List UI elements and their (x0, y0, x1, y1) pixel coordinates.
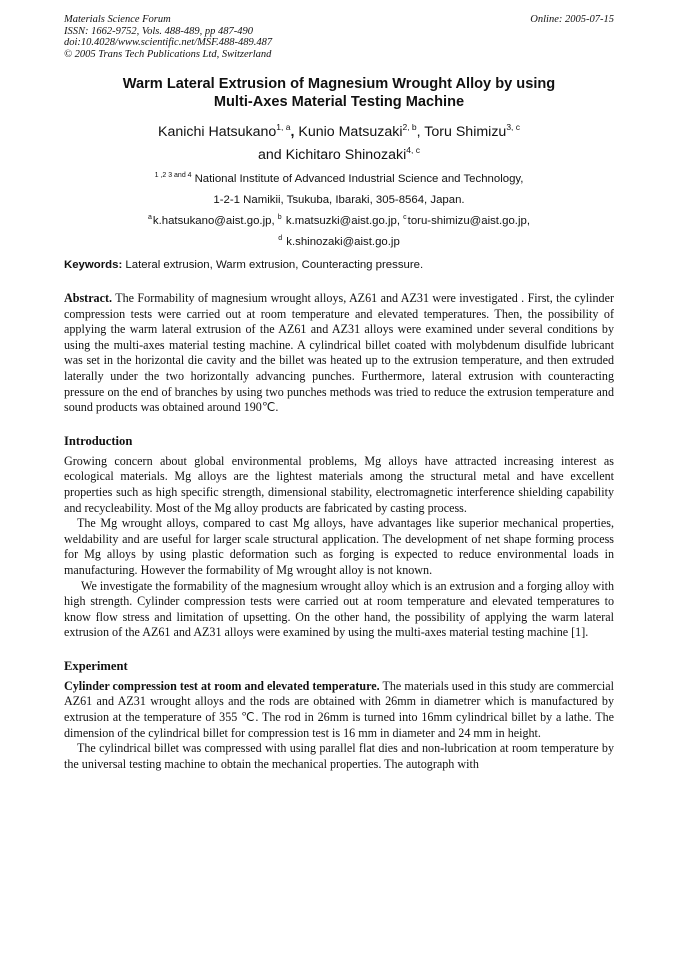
author-name: , Toru Shimizu (416, 124, 507, 140)
subsection-heading: Cylinder compression test at room and elevated temperature. (64, 678, 380, 693)
title-line-2: Multi-Axes Material Testing Machine (213, 94, 465, 110)
paper-title (64, 75, 614, 111)
keywords-text: Lateral extrusion, Warm extrusion, Counteracting pressure. (122, 259, 424, 271)
affiliation-block (64, 169, 614, 253)
journal-header (64, 14, 614, 60)
body-paragraph: Cylinder compression test at room and elevated temperature. The materials used in this study are commercial AZ61 and AZ31 wrought alloys and the rods are obtained with 26mm in diametrer which is manufactured by extrusion at the temperature of 355 ℃. The rod in 26mm is turned into 16mm cylindrical billet by a lathe. The dimension of the cylindrical billet for compression test is 16 mm in diameter and 24 mm in height. (64, 678, 614, 740)
body-paragraph: We investigate the formability of the magnesium wrought alloy which is an extrusion and a forging alloy with high strength. Cylinder compression tests were carried out at room temperature and elevated temperatures to know flow stress and limitation of upsetting. On the other hand, the possibility of applying the warm lateral extrusion of the AZ61 and AZ31 alloys were examined by using the multi-axes material testing machine [1]. (64, 578, 614, 640)
journal-name: Materials Science Forum (64, 14, 171, 25)
issn-line: ISSN: 1662-9752, Vols. 488-489, pp 487-490 (64, 25, 253, 37)
experiment-section (64, 679, 614, 773)
author-line-1 (64, 121, 614, 144)
author-superscript: 4, c (406, 145, 420, 155)
author-line-2 (64, 144, 614, 167)
email-address: k.matsuzki@aist.go.jp, (282, 215, 404, 227)
affiliation-institute: $^{1 ,2 3 and 4}$ National Institute of Advanced Industrial Science and Technology, (154, 172, 524, 185)
abstract-paragraph (64, 291, 614, 416)
author-superscript: 2, b (402, 122, 417, 132)
author-list (64, 121, 614, 167)
email-superscript: b (277, 214, 282, 221)
email-line-1 (64, 211, 614, 232)
body-paragraph: Growing concern about global environmental problems, Mg alloys have attracted increasing interest as ecological materials. Mg alloys are the lightest materials among the structural metal and have excellent properties such as high specific strength, dimensional stability, electromagnetic interference shielding capability and recycleability. Most of the Mg alloy products are fabricated by casting process. (64, 453, 614, 515)
abstract-text: The Formability of magnesium wrought alloys, AZ61 and AZ31 were investigated . First, the cylinder compression tests were carried out at room temperature and elevated temperatures. Then, the possibility of applying the warm lateral extrusion of the AZ61 and AZ31 alloys were examined under several conditions by using the multi-axes material testing machine. A cylindrical billet coated with molybdenum disulfide lubricant was set in the horizontal die cavity and the billet was heated up to the extrusion temperature, and then extruded laterally under the two horizontally advancing punches. Furthermore, lateral extrusion with counteracting pressure on the end of branches by using two punches methods was tried to reduce the extrusion temperature and sound products was obtained around 190℃. (64, 291, 614, 415)
author-name: Kanichi Hatsukano (157, 124, 277, 140)
introduction-section (64, 454, 614, 641)
author-name: and Kichitaro Shinozaki (258, 147, 407, 163)
title-line-1: Warm Lateral Extrusion of Magnesium Wrought Alloy by using (122, 76, 556, 92)
copyright-line: © 2005 Trans Tech Publications Ltd, Switzerland (64, 48, 272, 60)
email-address: k.shinozaki@aist.go.jp (283, 236, 400, 248)
author-separator: , (290, 124, 295, 140)
section-heading-introduction: Introduction (64, 433, 133, 448)
section-heading-experiment: Experiment (64, 658, 128, 673)
affiliation-superscript: 1 ,2 3 and 4 (154, 172, 192, 179)
email-superscript: a (147, 214, 152, 221)
author-name: Kunio Matsuzaki (294, 124, 403, 140)
doi-line: doi:10.4028/www.scientific.net/MSF.488-489.487 (64, 37, 273, 48)
body-paragraph: The Mg wrought alloys, compared to cast Mg alloys, have advantages like superior mechanical properties, weldability and are useful for larger scale structural application. The development of net shape forming process for Mg alloys by using plastic deformation such as forging is expected to reduce environmental loads in manufacturing. However the formability of Mg wrought alloy is not known. (64, 516, 614, 577)
author-superscript: 3, c (506, 122, 521, 132)
author-superscript: 1, a (276, 122, 291, 132)
email-line-2 (64, 232, 614, 253)
keywords-label: Keywords: (64, 259, 123, 271)
email-address: k.hatsukano@aist.go.jp, (152, 215, 278, 227)
body-paragraph: The cylindrical billet was compressed with using parallel flat dies and non-lubrication at room temperature by the universal testing machine to obtain the mechanical properties. The autograph with (64, 741, 614, 771)
email-superscript: d (278, 235, 283, 242)
abstract-label: Abstract. (64, 291, 113, 305)
email-address: toru-shimizu@aist.go.jp, (407, 215, 531, 227)
online-date: Online: 2005-07-15 (530, 14, 614, 25)
affiliation-address: 1-2-1 Namikii, Tsukuba, Ibaraki, 305-8564, Japan. (213, 194, 465, 206)
keywords-line (64, 258, 614, 272)
email-superscript: c (403, 214, 407, 221)
